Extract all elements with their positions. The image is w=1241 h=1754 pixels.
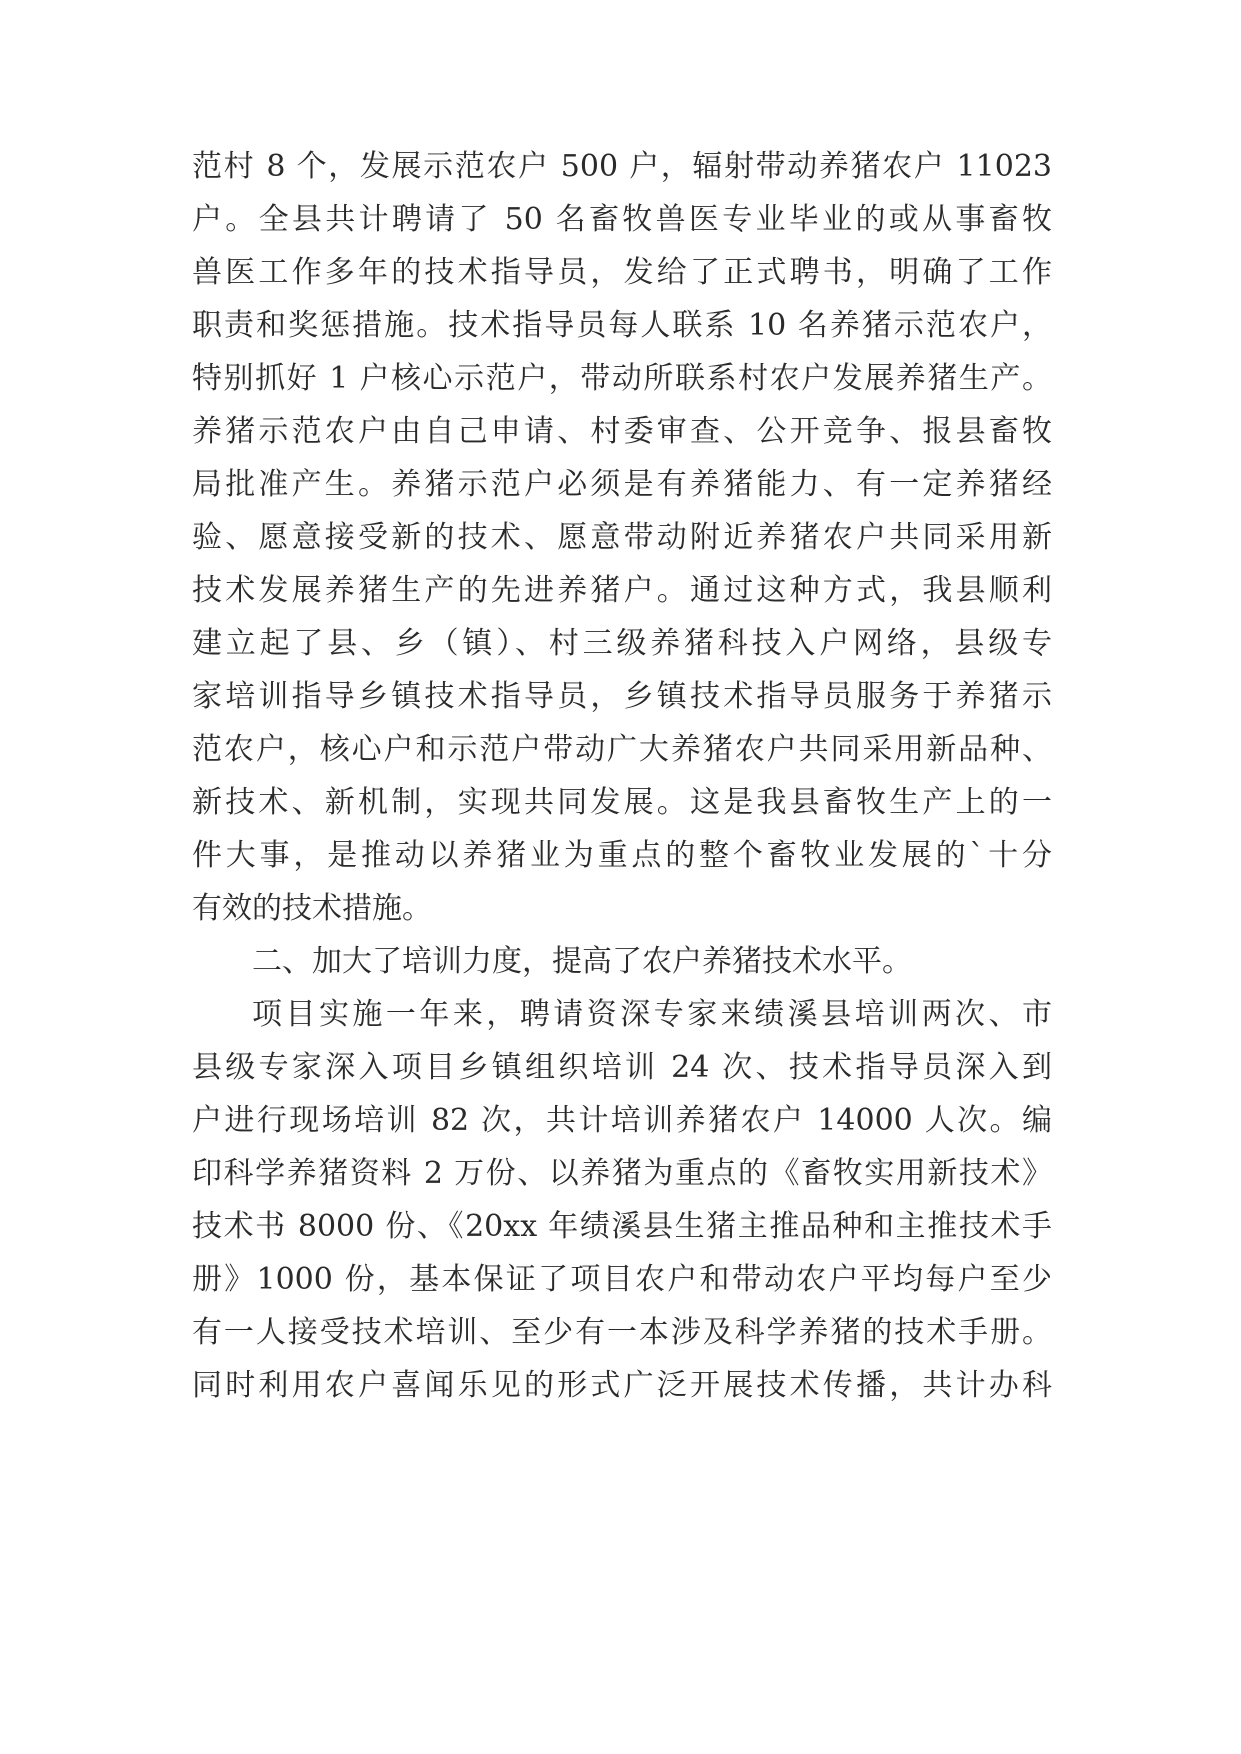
body-text-line: 局批准产生。养猪示范户必须是有养猪能力、有一定养猪经 [192, 467, 1052, 502]
body-text-line: 职责和奖惩措施。技术指导员每人联系 10 名养猪示范农户， [192, 308, 1052, 343]
body-text-line: 户进行现场培训 82 次，共计培训养猪农户 14000 人次。编 [192, 1103, 1052, 1138]
body-text-line: 特别抓好 1 户核心示范户，带动所联系村农户发展养猪生产。 [192, 361, 1052, 396]
body-text-line: 范农户，核心户和示范户带动广大养猪农户共同采用新品种、 [192, 732, 1052, 767]
body-text-line: 有一人接受技术培训、至少有一本涉及科学养猪的技术手册。 [192, 1315, 1052, 1350]
body-text-line: 技术发展养猪生产的先进养猪户。通过这种方式，我县顺利 [192, 573, 1052, 608]
body-text-line: 同时利用农户喜闻乐见的形式广泛开展技术传播，共计办科 [192, 1368, 1052, 1403]
body-text-line: 印科学养猪资料 2 万份、以养猪为重点的《畜牧实用新技术》 [192, 1156, 1052, 1191]
body-text-line: 范村 8 个，发展示范农户 500 户，辐射带动养猪农户 11023 [192, 149, 1052, 184]
body-text-line: 有效的技术措施。 [192, 891, 432, 926]
body-text-line: 件大事，是推动以养猪业为重点的整个畜牧业发展的`十分 [192, 838, 1052, 873]
body-text-line: 户。全县共计聘请了 50 名畜牧兽医专业毕业的或从事畜牧 [192, 202, 1052, 237]
body-text-line: 验、愿意接受新的技术、愿意带动附近养猪农户共同采用新 [192, 520, 1052, 555]
body-text-line: 家培训指导乡镇技术指导员，乡镇技术指导员服务于养猪示 [192, 679, 1052, 714]
body-text-line: 兽医工作多年的技术指导员，发给了正式聘书，明确了工作 [192, 255, 1052, 290]
section-heading: 二、加大了培训力度，提高了农户养猪技术水平。 [252, 944, 912, 979]
body-text-line: 册》1000 份，基本保证了项目农户和带动农户平均每户至少 [192, 1262, 1052, 1297]
body-text-line: 项目实施一年来，聘请资深专家来绩溪县培训两次、市 [252, 997, 1052, 1032]
body-text-line: 建立起了县、乡（镇）、村三级养猪科技入户网络，县级专 [192, 626, 1052, 661]
body-text-line: 技术书 8000 份、《20xx 年绩溪县生猪主推品种和主推技术手 [192, 1209, 1052, 1244]
body-text-line: 新技术、新机制，实现共同发展。这是我县畜牧生产上的一 [192, 785, 1052, 820]
body-text-line: 养猪示范农户由自己申请、村委审查、公开竞争、报县畜牧 [192, 414, 1052, 449]
body-text-line: 县级专家深入项目乡镇组织培训 24 次、技术指导员深入到 [192, 1050, 1052, 1085]
